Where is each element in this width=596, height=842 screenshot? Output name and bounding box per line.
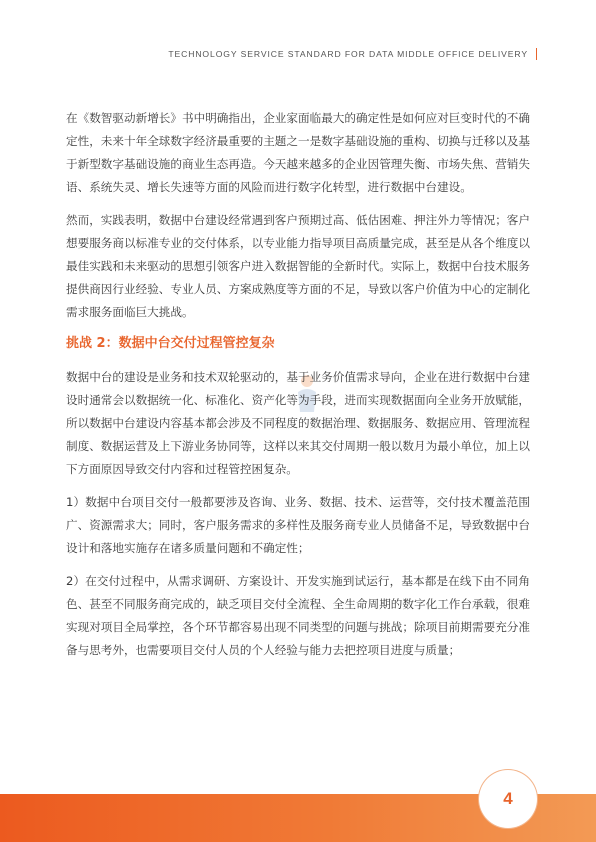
running-header: TECHNOLOGY SERVICE STANDARD FOR DATA MIDDLE OFFICE DELIVERY [168,49,528,59]
header-accent-bar [536,48,537,60]
page-number-badge [479,770,537,828]
section-title: 挑战 2：数据中台交付过程管控复杂 [66,336,275,351]
paragraph-challenge-overview: 数据中台的建设是业务和技术双轮驱动的，基于业务价值需求导向，企业在进行数据中台建设时通常会以数据统一化、标准化、资产化等为手段，进而实现数据面向全业务开放赋能，所以数据中台建设内容基本都会涉及不同程度的数据治理、数据服务、数据应用、管理流程制度、数据运营及上下游业务协同等，这样以来其交付周期一般以数月为最小单位，加上以下方面原因导致交付内容和过程管控困复杂。 [66,370,530,476]
paragraph-point-2: 2）在交付过程中，从需求调研、方案设计、开发实施到试运行，基本都是在线下由不同角色、甚至不同服务商完成的，缺乏项目交付全流程、全生命周期的数字化工作台承载，很难实现对项目全局掌控，各个环节都容易出现不同类型的问题与挑战；除项目前期需要充分准备与思考外，也需要项目交付人员的个人经验与能力去把控项目进度与质量； [66,574,530,657]
paragraph-practice: 然而，实践表明，数据中台建设经常遇到客户预期过高、低估困难、押注外力等情况；客户想要服务商以标准专业的交付体系，以专业能力指导项目高质量完成，甚至是从各个维度以最佳实践和未来驱动的思想引领客户进入数据智能的全新时代。实际上，数据中台技术服务提供商因行业经验、专业人员、方案成熟度等方面的不足，导致以客户价值为中心的定制化需求服务面临巨大挑战。 [66,213,530,319]
main-content [66,107,530,672]
page-number: 4 [503,789,513,808]
paragraph-point-1: 1）数据中台项目交付一般都要涉及咨询、业务、数据、技术、运营等，交付技术覆盖范围广、资源需求大；同时，客户服务需求的多样性及服务商专业人员储备不足，导致数据中台设计和落地实施存在诸多质量问题和不确定性； [66,495,530,555]
paragraph-intro: 在《数智驱动新增长》书中明确指出，企业家面临最大的确定性是如何应对巨变时代的不确定性，未来十年全球数字经济最重要的主题之一是数字基础设施的重构、切换与迁移以及基于新型数字基础设施的商业生态再造。今天越来越多的企业因管理失衡、市场失焦、营销失语、系统失灵、增长失速等方面的风险而进行数字化转型，进行数据中台建设。 [66,111,530,194]
